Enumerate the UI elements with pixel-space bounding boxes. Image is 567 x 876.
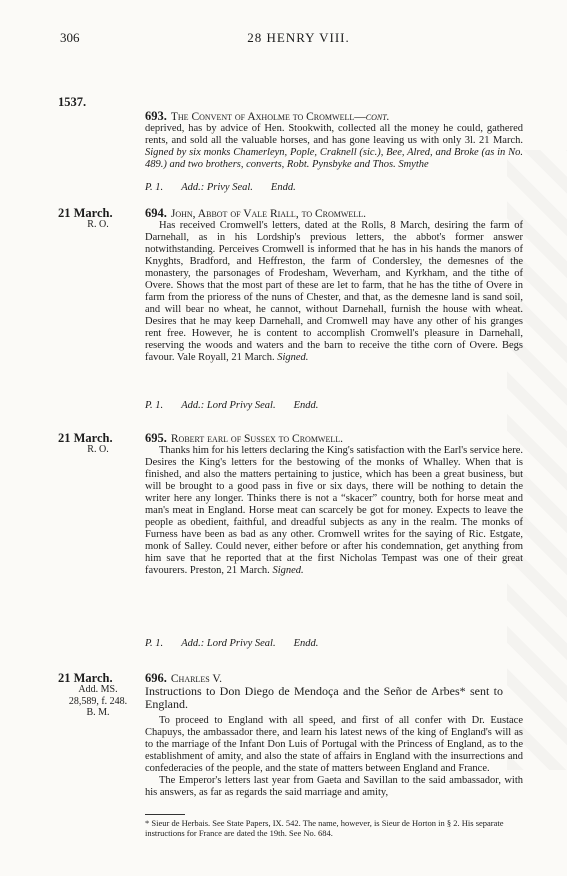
page-header bbox=[60, 30, 537, 50]
entry-693-footer: P. 1. Add.: Privy Seal. Endd. bbox=[145, 182, 296, 193]
year-label: 1537. bbox=[58, 95, 87, 109]
entry-695-margin: 21 March. R. O. bbox=[58, 431, 113, 455]
entry-text: Has received Cromwell's letters, dated at the Rolls, 8 March, desiring the farm of Darnehall, as in his Lordship's previous letters, the abbot's former answer notwithstanding. Perceives Cromwell is informed that he has in his hands the manors of Knyghts, Bradford, and Heffreston, the farm of Condersley, the demesnes of the monastery, the parsonages of Frodesham, Weverham, and Kyrkham, and the tithe of Overe. Shows that the most part of these are let to farm, that he has the tithe of Overe in farm from the prioress of the nuns of Chester, and that, as the demesne land is sand soil, and will bear no wheat, he cannot, without Darnehall, furnish the house with wheat. Desires that he may keep Darnehall, and Cromwell may have any other of his granges rent free. However, he is content to accomplish Cromwell's pleasure in Darnehall, reserving the woods and waters and the barn to receive the tithe corn of Overe. Begs favour. Vale Royall, 21 March. Signed. bbox=[145, 220, 523, 363]
paragraph-1: To proceed to England with all speed, and first of all confer with Dr. Eustace Chapuys, the ambassador there, and learn his latest news of the king of England's will as to the marriage of the Infant Don Luis of Portugal with the Princess of England, as to the establishment of amity, and also the state of affairs in England with the insurrections and confederacies of the people, and the state of matters between England and France. bbox=[145, 715, 523, 774]
entry-694-margin: 21 March. R. O. bbox=[58, 206, 113, 230]
entry-694-footer: P. 1. Add.: Lord Privy Seal. Endd. bbox=[145, 400, 319, 411]
page-number: 306 bbox=[60, 30, 80, 45]
entry-695-footer: P. 1. Add.: Lord Privy Seal. Endd. bbox=[145, 638, 319, 649]
running-head: 28 HENRY VIII. bbox=[247, 30, 350, 45]
paragraph-2: The Emperor's letters last year from Gaeta and Savillan to the said ambassador, with his answers, as far as regards the said marriage and amity, bbox=[145, 775, 523, 798]
entry-heading: 693. The Convent of Axholme to Cromwell—cont. bbox=[145, 109, 390, 123]
entry-695 bbox=[145, 432, 523, 577]
footnote: * Sieur de Herbais. See State Papers, IX. 542. The name, however, is Sieur de Horton in § 2. His separate instructions for France are dated the 19th. See No. 684. bbox=[145, 818, 504, 838]
entry-heading: 696. Charles V. bbox=[145, 671, 223, 685]
entry-text: deprived, has by advice of Hen. Stookwith, collected all the money he could, gathered rents, and sold all the valuable horses, and has gone leaving us with only 3l. 21 March. Signed by six monks Chamerleyn, Pople, Craknell (sic.), Bee, Alred, and Broke (as in No. 489.) and two brothers, converts, Robt. Pynsbyke and Thos. Smythe bbox=[145, 123, 523, 170]
footnote-rule bbox=[145, 814, 185, 815]
entry-heading: 694. John, Abbot of Vale Riall, to Cromwell. bbox=[145, 206, 366, 220]
entry-694 bbox=[145, 207, 523, 364]
entry-text: Thanks him for his letters declaring the King's satisfaction with the Earl's service here. Desires the King's letters for the bestowing of the monks of Whalley. When that is finished, and also the matters pertaining to justice, which has been a great business, but will be brought to a good pass in five or six days, there will be nothing to detain the writer here any longer. Thinks there is not a “skacer” country, both for horse meat and man's meat in England. Horse meat can scarcely be got for money. Expects to leave the people as obedient, faithful, and dreadful subjects as any in the realm. The monks of Furness have been as bad as any other. Cromwell writes for the saying of Ric. Estgate, monk of Salley. Could never, either before or after his condemnation, get anything from him save that he reported that at the first Nicholas Tempast was one of their great favourers. Preston, 21 March. Signed. bbox=[145, 445, 523, 576]
instructions-title: Instructions to Don Diego de Mendoça and the Señor de Arbes* sent to England. bbox=[145, 684, 503, 711]
entry-693 bbox=[145, 110, 523, 171]
entry-696 bbox=[145, 672, 523, 799]
entry-heading: 695. Robert earl of Sussex to Cromwell. bbox=[145, 431, 344, 445]
entry-696-margin: 21 March. Add. MS. 28,589, f. 248. B. M. bbox=[58, 671, 128, 718]
